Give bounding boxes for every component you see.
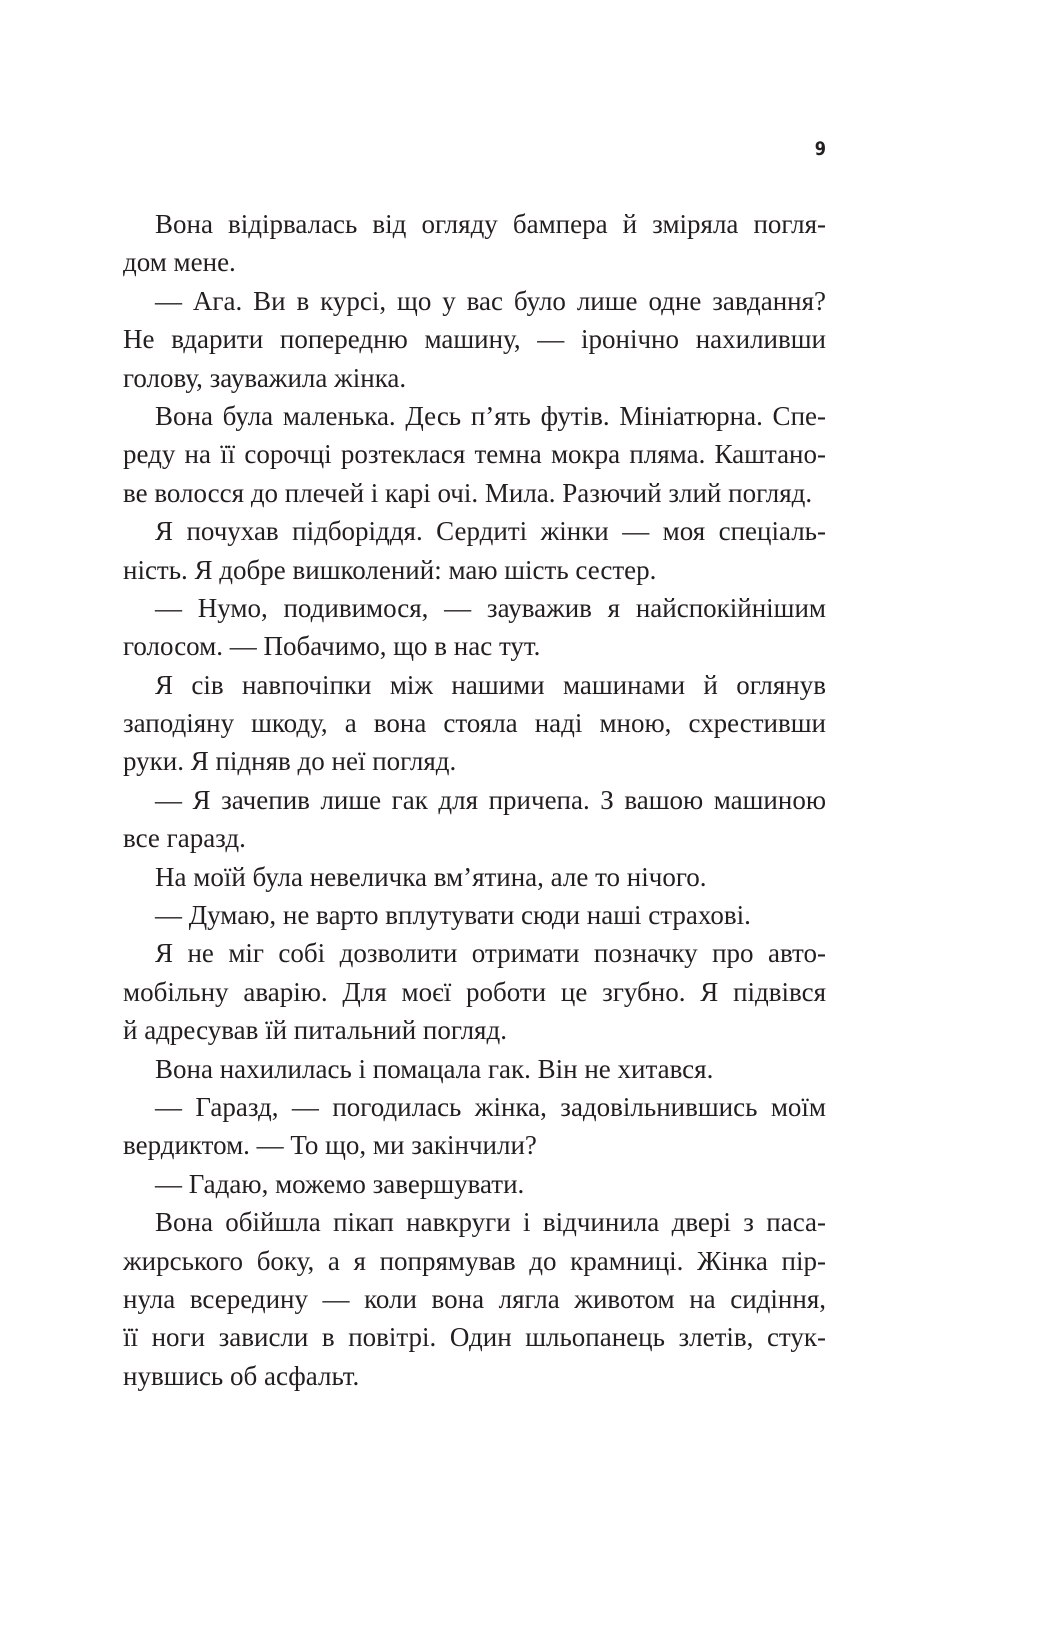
text-line bbox=[123, 1011, 826, 1049]
text-line-content: — Нумо, подивимося, — зауважив я найспокійнішим bbox=[155, 592, 826, 623]
text-line bbox=[123, 435, 826, 473]
text-line-content: — Гаразд, — погодилась жінка, задовільнившись моїм bbox=[155, 1091, 826, 1122]
text-line-content: — Думаю, не варто вплутувати сюди наші страхові. bbox=[155, 900, 751, 931]
text-line-content: Я сів навпочіпки між нашими машинами й оглянув bbox=[155, 669, 826, 700]
text-line bbox=[123, 1318, 826, 1356]
text-line-content: мобільну аварію. Для моєї роботи це згубно. Я підвівся bbox=[123, 976, 826, 1007]
text-line bbox=[123, 282, 826, 320]
text-line-content: На моїй була невеличка вм’ятина, але то нічого. bbox=[155, 861, 707, 892]
text-line bbox=[123, 397, 826, 435]
text-line bbox=[123, 320, 826, 358]
text-line bbox=[123, 704, 826, 742]
text-line bbox=[123, 1203, 826, 1241]
text-line bbox=[123, 934, 826, 972]
text-line-content: голову, зауважила жінка. bbox=[123, 362, 407, 393]
text-line-content: ність. Я добре вишколений: маю шість сестер. bbox=[123, 554, 657, 585]
text-line-content: нула всередину — коли вона лягла животом на сидіння, bbox=[123, 1283, 826, 1314]
text-line-content: — Гадаю, можемо завершувати. bbox=[155, 1168, 525, 1199]
text-line bbox=[123, 512, 826, 550]
text-line bbox=[123, 1088, 826, 1126]
text-line-content: нувшись об асфальт. bbox=[123, 1360, 360, 1391]
text-line bbox=[123, 1165, 826, 1203]
text-line bbox=[123, 359, 826, 397]
text-line-content: ве волосся до плечей і карі очі. Мила. Разючий злий погляд. bbox=[123, 477, 813, 508]
text-line-content: Я почухав підборіддя. Сердиті жінки — моя спеціаль- bbox=[155, 516, 826, 547]
text-line bbox=[123, 589, 826, 627]
text-line bbox=[123, 551, 826, 589]
text-line-content: все гаразд. bbox=[123, 823, 246, 854]
text-line-content: Не вдарити попередню машину, — іронічно нахиливши bbox=[123, 324, 826, 355]
text-line bbox=[123, 474, 826, 512]
text-line-content: її ноги зависли в повітрі. Один шльопанець злетів, стук- bbox=[123, 1322, 826, 1353]
text-line-content: — Я зачепив лише гак для причепа. З вашою машиною bbox=[155, 784, 826, 815]
text-line-content: Вона відірвалась від огляду бампера й зміряла погля- bbox=[155, 209, 826, 239]
body-text bbox=[123, 205, 826, 1395]
text-line-content: Вона була маленька. Десь п’ять футів. Мініатюрна. Спе- bbox=[155, 400, 826, 431]
text-line bbox=[123, 781, 826, 819]
text-line bbox=[123, 742, 826, 780]
text-line-content: заподіяну шкоду, а вона стояла наді мною, схрестивши bbox=[123, 708, 826, 739]
text-line bbox=[123, 205, 826, 243]
text-line-content: жирського боку, а я попрямував до крамниці. Жінка пір- bbox=[123, 1245, 826, 1276]
text-line bbox=[123, 858, 826, 896]
text-line-content: — Ага. Ви в курсі, що у вас було лише одне завдання? bbox=[155, 285, 826, 316]
text-line bbox=[123, 973, 826, 1011]
text-line bbox=[123, 896, 826, 934]
text-line bbox=[123, 1242, 826, 1280]
text-line bbox=[123, 1126, 826, 1164]
text-line bbox=[123, 1357, 826, 1395]
page-number: 9 bbox=[814, 138, 826, 160]
text-line-content: дом мене. bbox=[123, 247, 236, 278]
text-line-content: Я не міг собі дозволити отримати позначку про авто- bbox=[155, 938, 826, 969]
text-line-content: Вона нахилилась і помацала гак. Він не хитався. bbox=[155, 1053, 714, 1084]
text-line bbox=[123, 819, 826, 857]
text-line-content: вердиктом. — То що, ми закінчили? bbox=[123, 1130, 537, 1161]
text-line-content: реду на її сорочці розтеклася темна мокра пляма. Каштано- bbox=[123, 439, 826, 470]
text-line-content: Вона обійшла пікап навкруги і відчинила двері з паса- bbox=[155, 1207, 826, 1238]
text-line-content: голосом. — Побачимо, що в нас тут. bbox=[123, 631, 541, 662]
text-line bbox=[123, 1050, 826, 1088]
text-line bbox=[123, 1280, 826, 1318]
text-line-content: руки. Я підняв до неї погляд. bbox=[123, 746, 457, 777]
text-line bbox=[123, 666, 826, 704]
text-line-content: й адресував їй питальний погляд. bbox=[123, 1015, 507, 1046]
text-line bbox=[123, 627, 826, 665]
text-line bbox=[123, 243, 826, 281]
